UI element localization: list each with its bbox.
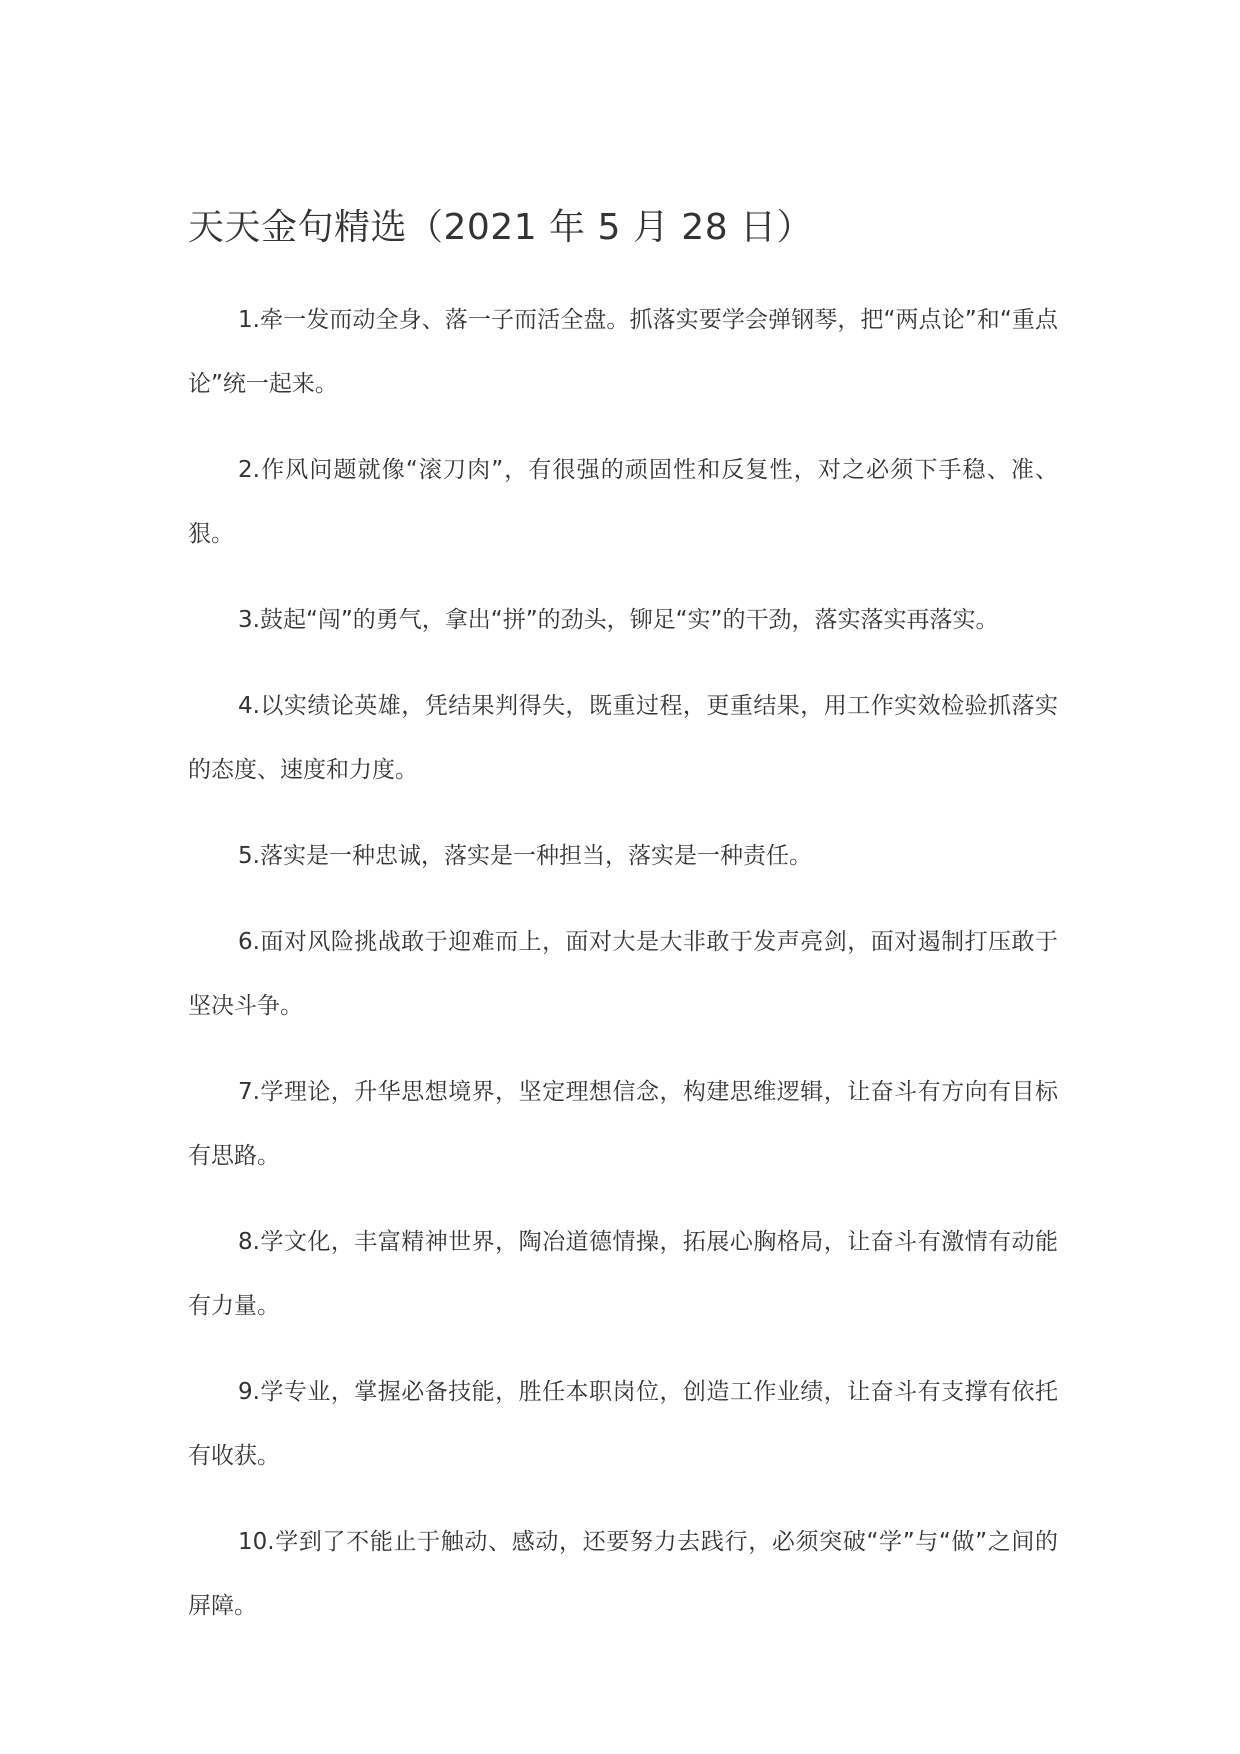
quote-item-7: 7.学理论，升华思想境界，坚定理想信念，构建思维逻辑，让奋斗有方向有目标有思路。 bbox=[188, 1079, 1058, 1169]
quote-item-4: 4.以实绩论英雄，凭结果判得失，既重过程，更重结果，用工作实效检验抓落实的态度、速度和力度。 bbox=[188, 693, 1058, 783]
quote-list bbox=[188, 288, 1058, 1638]
document-body bbox=[188, 200, 1058, 1660]
quote-item-3: 3.鼓起“闯”的勇气，拿出“拼”的劲头，铆足“实”的干劲，落实落实再落实。 bbox=[238, 607, 999, 633]
quote-item-1: 1.牵一发而动全身、落一子而活全盘。抓落实要学会弹钢琴，把“两点论”和“重点论”统一起来。 bbox=[188, 307, 1058, 397]
quote-item-6: 6.面对风险挑战敢于迎难而上，面对大是大非敢于发声亮剑，面对遏制打压敢于坚决斗争。 bbox=[188, 929, 1058, 1019]
quote-item-9: 9.学专业，掌握必备技能，胜任本职岗位，创造工作业绩，让奋斗有支撑有依托有收获。 bbox=[188, 1379, 1058, 1469]
quote-item-2: 2.作风问题就像“滚刀肉”，有很强的顽固性和反复性，对之必须下手稳、准、狠。 bbox=[188, 457, 1058, 547]
quote-item-8: 8.学文化，丰富精神世界，陶冶道德情操，拓展心胸格局，让奋斗有激情有动能有力量。 bbox=[188, 1229, 1058, 1319]
document-title: 天天金句精选（2021 年 5 月 28 日） bbox=[188, 207, 814, 248]
quote-item-5: 5.落实是一种忠诚，落实是一种担当，落实是一种责任。 bbox=[238, 843, 812, 869]
quote-item-10: 10.学到了不能止于触动、感动，还要努力去践行，必须突破“学”与“做”之间的屏障。 bbox=[188, 1529, 1058, 1619]
